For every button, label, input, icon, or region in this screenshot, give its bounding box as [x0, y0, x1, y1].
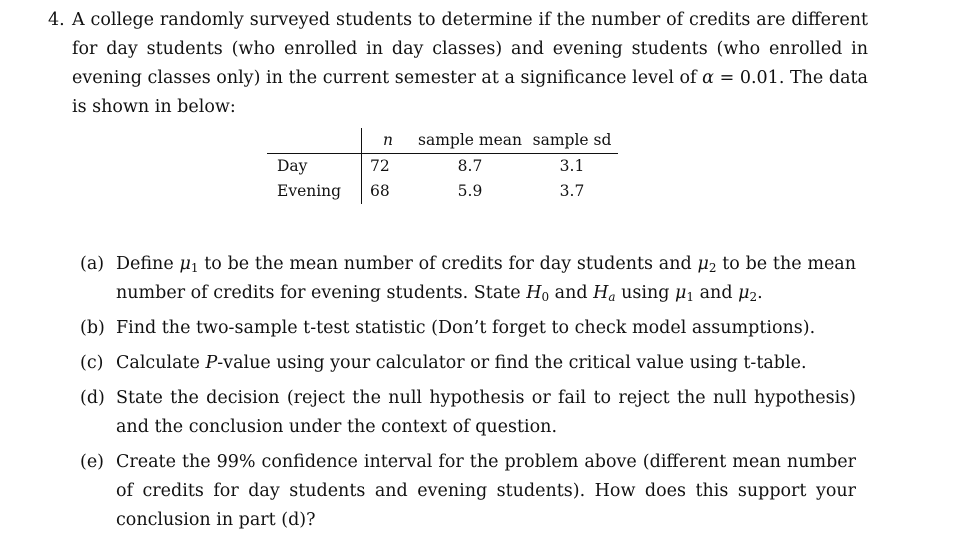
cell-mean: 8.7	[414, 154, 526, 180]
part-label: (a)	[80, 254, 105, 274]
cell-n: 68	[362, 179, 415, 204]
part-a: (a) Define $\mu_1$ to be the mean number of credits for day students and $\mu_2$ to be the mean number of credits for evening students. State $H_0$ and $H_a$ using $\mu_1$ and $\mu_2$.	[80, 250, 856, 308]
problem-number: 4.	[48, 10, 65, 30]
problem-statement	[48, 6, 868, 122]
cell-mean: 5.9	[457, 182, 483, 200]
table-row	[267, 154, 618, 180]
data-table	[267, 128, 618, 204]
table-header-row	[267, 128, 618, 154]
header-n: n	[362, 128, 415, 154]
part-label: (b)	[80, 318, 105, 338]
problem-stem: A college randomly surveyed students to determine if the number of credits are different for day students (who enrolled in day classes) and evening students (who enrolled in evening classes only) in the current semester at a significance level of α = 0.01. The data is shown in below:	[72, 10, 868, 117]
part-label: (d)	[80, 388, 105, 408]
table-row	[267, 179, 618, 204]
cell-n: 72	[362, 154, 415, 180]
header-sample-mean: sample mean	[418, 131, 522, 149]
part-label: (c)	[80, 353, 104, 373]
part-c: (c) Calculate P-value using your calculator or find the critical value using t-table.	[80, 349, 856, 378]
row-label-day: Day	[267, 154, 362, 180]
part-d: (d) State the decision (reject the null hypothesis or fail to reject the null hypothesis) and the conclusion under the context of question.	[80, 384, 856, 442]
question-parts	[80, 250, 856, 541]
alpha-symbol: α	[702, 68, 714, 88]
part-e: (e) Create the 99% confidence interval for the problem above (different mean number of credits for day students and evening students). How does this support your conclusion in part (d)?	[80, 448, 856, 535]
part-b: (b) Find the two-sample t-test statistic (Don’t forget to check model assumptions).	[80, 314, 856, 343]
row-label-evening: Evening	[277, 182, 342, 200]
cell-sd: 3.1	[526, 154, 618, 180]
part-label: (e)	[80, 452, 105, 472]
cell-sd: 3.7	[559, 182, 585, 200]
header-sample-sd: sample sd	[532, 131, 612, 149]
